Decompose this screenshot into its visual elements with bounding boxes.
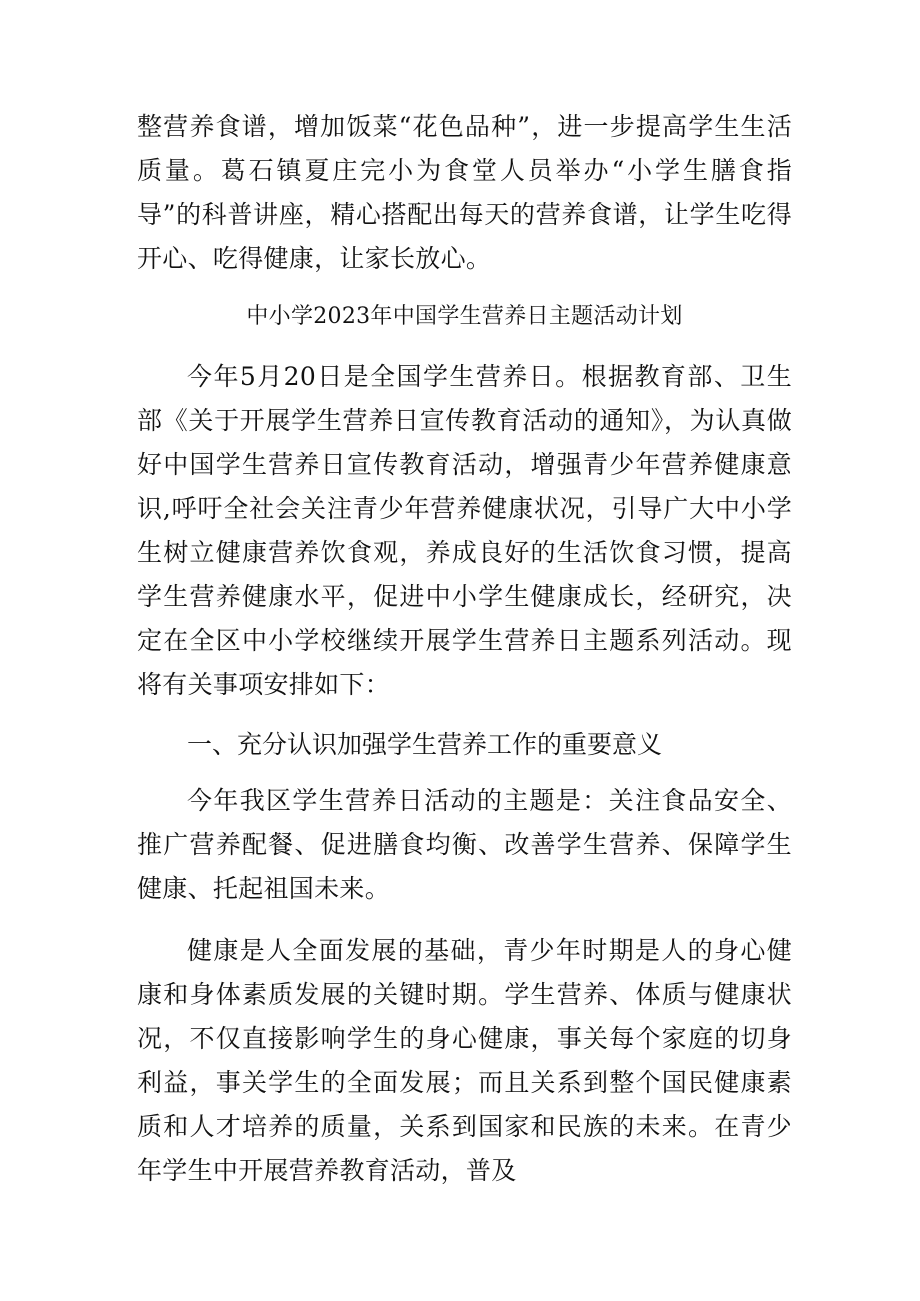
document-page — [137, 105, 792, 1193]
continuation-paragraph: 整营养食谱，增加饭菜“花色品种”，进一步提高学生生活质量。葛石镇夏庄完小为食堂人员举办“小学生膳食指导”的科普讲座，精心搭配出每天的营养食谱，让学生吃得开心、吃得健康，让家长放心。 — [137, 112, 792, 273]
health-paragraph: 健康是人全面发展的基础，青少年时期是人的身心健康和身体素质发展的关键时期。学生营养、体质与健康状况，不仅直接影响学生的身心健康，事关每个家庭的切身利益，事关学生的全面发展；而且关系到整个国民健康素质和人才培养的质量，关系到国家和民族的未来。在青少年学生中开展营养教育活动，普及 — [137, 936, 792, 1185]
document-title: 中小学2023年中国学生营养日主题活动计划 — [246, 304, 683, 329]
intro-paragraph: 今年5月20日是全国学生营养日。根据教育部、卫生部《关于开展学生营养日宣传教育活动的通知》，为认真做好中国学生营养日宣传教育活动，增强青少年营养健康意识,呼吁全社会关注青少年营养健康状况，引导广大中小学生树立健康营养饮食观，养成良好的生活饮食习惯，提高学生营养健康水平，促进中小学生健康成长，经研究，决定在全区中小学校继续开展学生营养日主题系列活动。现将有关事项安排如下： — [137, 362, 792, 699]
section-heading: 一、充分认识加强学生营养工作的重要意义 — [187, 730, 663, 759]
theme-paragraph: 今年我区学生营养日活动的主题是：关注食品安全、推广营养配餐、促进膳食均衡、改善学生营养、保障学生健康、托起祖国未来。 — [137, 786, 792, 903]
